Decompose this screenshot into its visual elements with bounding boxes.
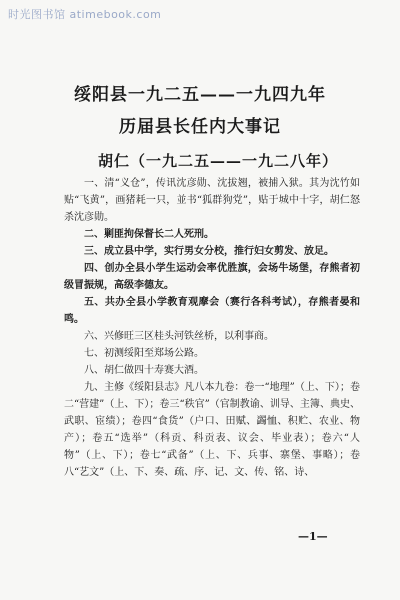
paragraph-2: 二、剿匪拘保督长二人死刑。 — [84, 229, 214, 240]
section-heading: 胡仁（一九二五——一九二八年） — [98, 152, 339, 170]
page-number: —1— — [298, 530, 328, 543]
paragraph-1: 一、清“义仓”，传讯沈彦勋、沈拔翘，被捕入狱。其为沈竹如贴“飞黄”，画猪耗一只，並书“狐群狗党”，贴于城中十字，胡仁怒杀沈彦勋。 — [64, 178, 360, 223]
paragraph-7: 七、初测绥阳至郑场公路。 — [84, 348, 204, 359]
document-body — [64, 175, 360, 481]
document-subtitle: 历届县长任内大事记 — [119, 117, 281, 137]
paragraph-9: 九、主修《绥阳县志》凡八本九卷：卷一“地理”（上、下）；卷二“营建”（上、下）；卷三“秩官”（官制教谕、训导、主簿、典史、武职、宦绩）；卷四“食货”（户口、田赋、蠲恤、积贮、农业、物产）；卷五“选举”（科贡、科贡表、议会、毕业表）；卷六“人物”（上、下）；卷七“武备”（上、下、兵事、寨堡、事略）；卷八“艺文”（上、下、奏、疏、序、记、文、传、铭、诗、 — [64, 382, 360, 478]
paragraph-8: 八、胡仁做四十寿赛大酒。 — [84, 365, 204, 376]
document-title: 绥阳县一九二五——一九四九年 — [74, 85, 326, 105]
paragraph-6: 六、兴修旺三区桂头河铁丝桥，以利事商。 — [84, 331, 274, 342]
paragraph-5: 五、共办全县小学教育观摩会（赛行各科考试），存熊者晏和鸣。 — [64, 297, 360, 325]
paragraph-4: 四、创办全县小学生运动会率优胜旗，会场牛场堡，存熊者初级冒振规，高级李德友。 — [64, 263, 360, 291]
paragraph-3: 三、成立县中学，实行男女分校，推行妇女剪发、放足。 — [84, 246, 334, 257]
watermark: 时光图书馆 atimebook.com — [8, 8, 162, 21]
